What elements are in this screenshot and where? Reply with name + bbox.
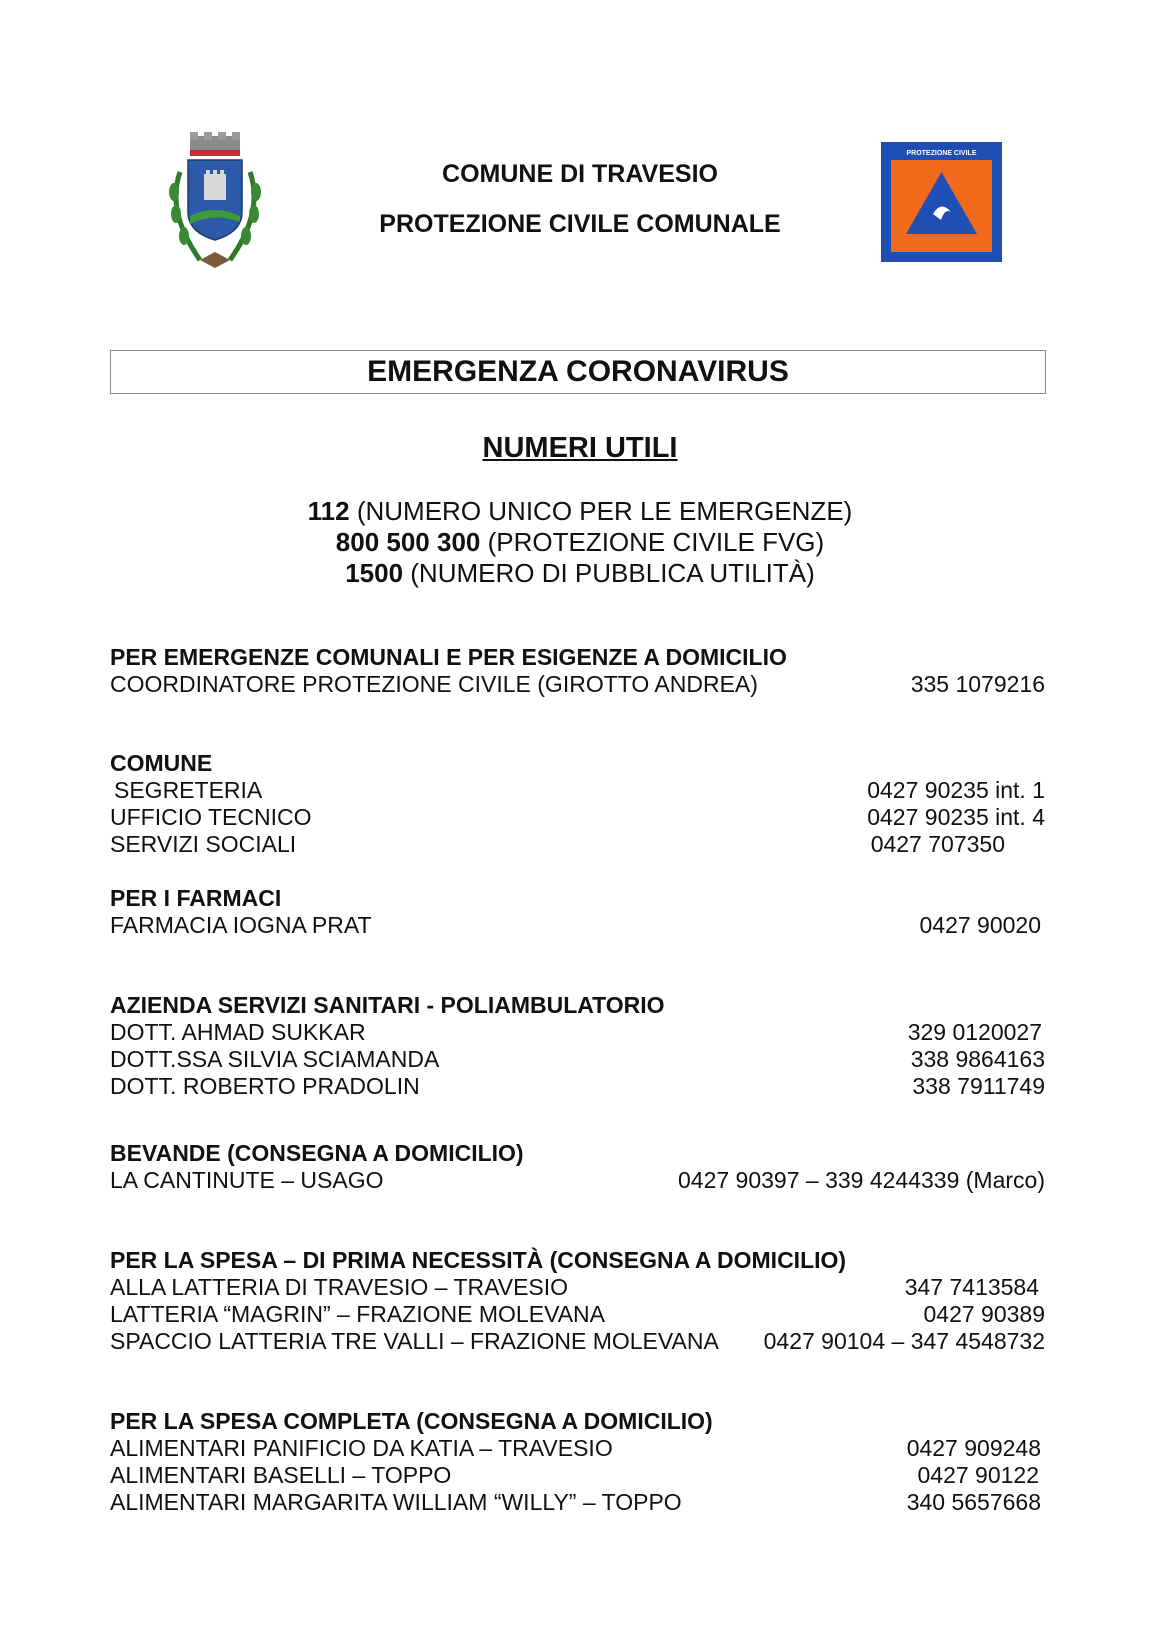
section-heading-spesa-prima: PER LA SPESA – DI PRIMA NECESSITÀ (CONSEGNA A DOMICILIO) — [110, 1247, 847, 1273]
contact-row — [110, 1301, 1045, 1331]
contact-number: 0427 90397 – 339 4244339 (Marco) — [677, 1167, 1045, 1193]
contact-label: UFFICIO TECNICO — [110, 804, 312, 830]
section-heading-farmaci: PER I FARMACI — [110, 885, 282, 911]
contact-label: SPACCIO LATTERIA TRE VALLI – FRAZIONE MOLEVANA — [110, 1328, 719, 1354]
contact-number: 335 1079216 — [910, 671, 1045, 697]
contact-row — [110, 1489, 1045, 1519]
contact-number: 329 0120027 — [907, 1019, 1042, 1045]
emergency-number-desc: (NUMERO DI PUBBLICA UTILITÀ) — [403, 558, 815, 588]
contact-row — [110, 1073, 1045, 1103]
contact-number: 338 7911749 — [912, 1073, 1045, 1099]
contact-number: 347 7413584 — [904, 1274, 1039, 1300]
contact-label: LATTERIA “MAGRIN” – FRAZIONE MOLEVANA — [110, 1301, 605, 1327]
numeri-utili-title: NUMERI UTILI — [482, 432, 678, 464]
contact-label: ALLA LATTERIA DI TRAVESIO – TRAVESIO — [110, 1274, 569, 1300]
contact-row — [110, 777, 1045, 807]
contact-row — [110, 1435, 1045, 1465]
header-protezione-title: PROTEZIONE CIVILE COMUNALE — [379, 210, 781, 238]
contact-label: ALIMENTARI PANIFICIO DA KATIA – TRAVESIO — [110, 1435, 613, 1461]
contact-row — [110, 1046, 1045, 1076]
emergency-number: 1500 — [345, 558, 404, 588]
contact-number: 0427 909248 — [906, 1435, 1041, 1461]
emergency-number-line — [0, 496, 1152, 527]
emergency-number: 112 — [307, 496, 350, 526]
contact-row — [110, 1328, 1045, 1358]
section-heading-bevande: BEVANDE (CONSEGNA A DOMICILIO) — [110, 1140, 524, 1166]
contact-label: ALIMENTARI BASELLI – TOPPO — [110, 1462, 452, 1488]
contact-row — [110, 671, 1045, 701]
contact-row — [110, 804, 1045, 834]
contact-label: SEGRETERIA — [114, 777, 263, 803]
emergency-banner: EMERGENZA CORONAVIRUS — [110, 350, 1046, 394]
contact-number: 0427 90235 int. 1 — [867, 777, 1045, 803]
contact-number: 0427 90122 — [917, 1462, 1039, 1488]
emergency-number-line — [0, 527, 1152, 558]
contact-row — [110, 1167, 1045, 1197]
contact-number: 340 5657668 — [906, 1489, 1041, 1515]
section-heading-emergenze: PER EMERGENZE COMUNALI E PER ESIGENZE A DOMICILIO — [110, 644, 787, 670]
contact-label: DOTT. AHMAD SUKKAR — [110, 1019, 366, 1045]
crest-logo — [160, 132, 270, 277]
contact-row — [110, 831, 1045, 861]
contact-label: ALIMENTARI MARGARITA WILLIAM “WILLY” – TOPPO — [110, 1489, 682, 1515]
header-comune-title: COMUNE DI TRAVESIO — [442, 160, 718, 188]
contact-number: 0427 90389 — [923, 1301, 1045, 1327]
contact-number: 338 9864163 — [910, 1046, 1045, 1072]
contact-label: SERVIZI SOCIALI — [110, 831, 297, 857]
contact-label: DOTT. ROBERTO PRADOLIN — [110, 1073, 420, 1099]
contact-row — [110, 1462, 1045, 1492]
emergency-number: 800 500 300 — [335, 527, 481, 557]
protezione-civile-logo-text: PROTEZIONE CIVILE — [906, 150, 977, 157]
contact-number: 0427 707350 — [870, 831, 1005, 857]
contact-row — [110, 1274, 1045, 1304]
contact-number: 0427 90020 — [919, 912, 1041, 938]
protezione-civile-logo — [881, 142, 1002, 262]
emergency-number-desc: (NUMERO UNICO PER LE EMERGENZE) — [349, 496, 853, 526]
contact-row — [110, 912, 1045, 942]
contact-row — [110, 1019, 1045, 1049]
emergency-number-line — [0, 558, 1152, 589]
contact-number: 0427 90104 – 347 4548732 — [763, 1328, 1045, 1354]
contact-label: FARMACIA IOGNA PRAT — [110, 912, 372, 938]
section-heading-spesa-completa: PER LA SPESA COMPLETA (CONSEGNA A DOMICILIO) — [110, 1408, 713, 1434]
contact-label: LA CANTINUTE – USAGO — [110, 1167, 384, 1193]
emergency-number-desc: (PROTEZIONE CIVILE FVG) — [480, 527, 825, 557]
section-heading-comune: COMUNE — [110, 750, 213, 776]
section-heading-azienda: AZIENDA SERVIZI SANITARI - POLIAMBULATORIO — [110, 992, 665, 1018]
contact-label: DOTT.SSA SILVIA SCIAMANDA — [110, 1046, 440, 1072]
contact-label: COORDINATORE PROTEZIONE CIVILE (GIROTTO ANDREA) — [110, 671, 758, 697]
contact-number: 0427 90235 int. 4 — [867, 804, 1045, 830]
